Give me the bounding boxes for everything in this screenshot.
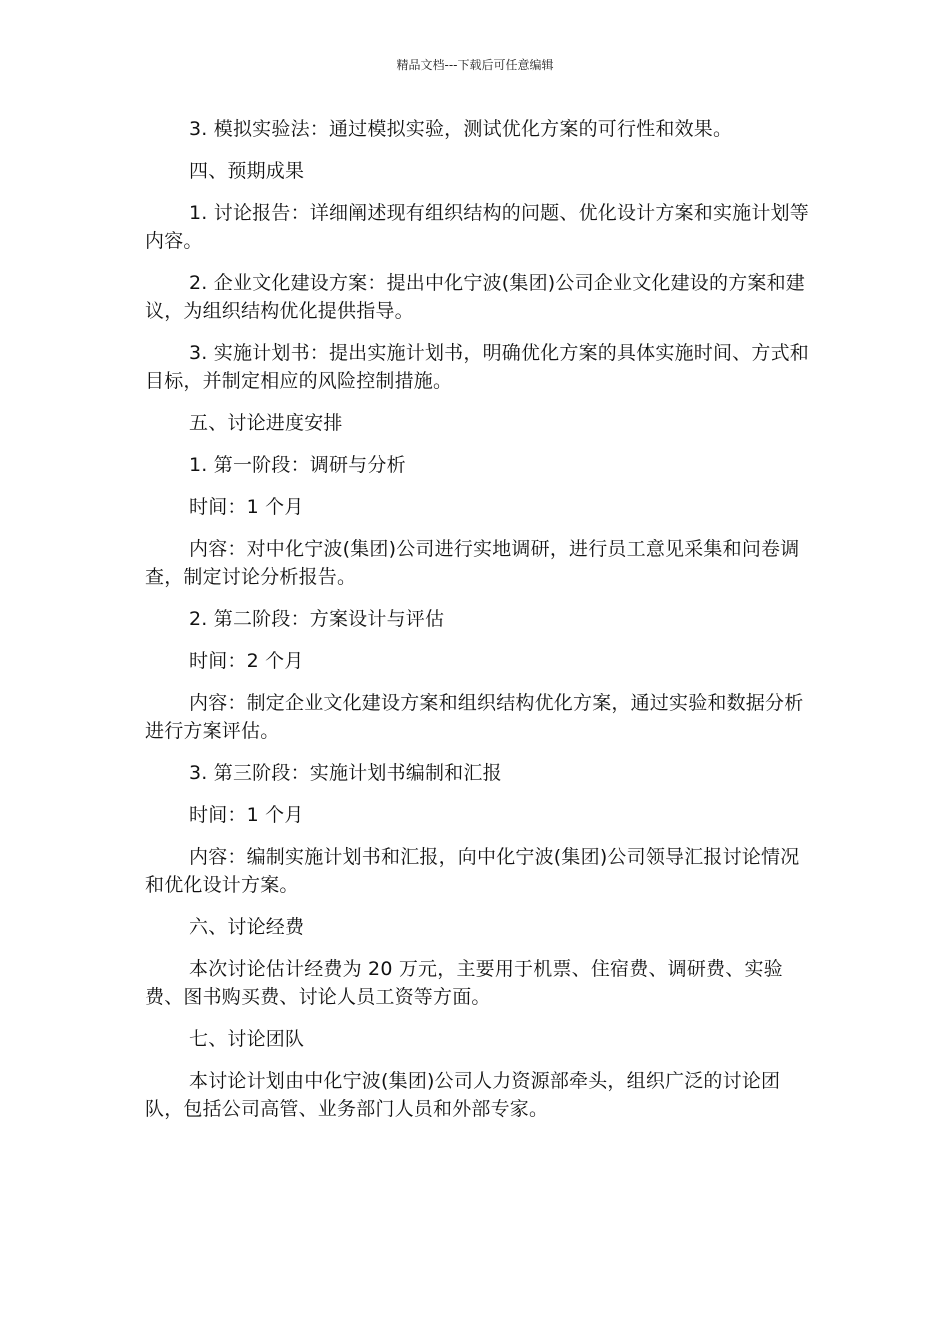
- paragraph: 2. 第二阶段：方案设计与评估: [189, 608, 445, 630]
- paragraph: 1. 第一阶段：调研与分析: [189, 454, 406, 476]
- paragraph: 3. 实施计划书：提出实施计划书，明确优化方案的具体实施时间、方式和目标，并制定相应的风险控制措施。: [145, 342, 809, 392]
- section-heading: 五、讨论进度安排: [189, 412, 343, 434]
- paragraph: 3. 模拟实验法：通过模拟实验，测试优化方案的可行性和效果。: [189, 118, 733, 140]
- section-heading: 四、预期成果: [189, 160, 305, 182]
- paragraph: 内容：对中化宁波(集团)公司进行实地调研，进行员工意见采集和问卷调查，制定讨论分析报告。: [145, 538, 800, 588]
- paragraph: 本讨论计划由中化宁波(集团)公司人力资源部牵头，组织广泛的讨论团队，包括公司高管、业务部门人员和外部专家。: [145, 1070, 781, 1120]
- section-heading: 七、讨论团队: [189, 1028, 305, 1050]
- paragraph: 时间：1 个月: [189, 804, 304, 826]
- paragraph: 时间：2 个月: [189, 650, 304, 672]
- paragraph: 3. 第三阶段：实施计划书编制和汇报: [189, 762, 502, 784]
- document-body: [145, 115, 810, 1137]
- paragraph: 内容：制定企业文化建设方案和组织结构优化方案，通过实验和数据分析进行方案评估。: [145, 692, 804, 742]
- paragraph: 1. 讨论报告：详细阐述现有组织结构的问题、优化设计方案和实施计划等内容。: [145, 202, 809, 252]
- paragraph: 时间：1 个月: [189, 496, 304, 518]
- section-heading: 六、讨论经费: [189, 916, 305, 938]
- paragraph: 本次讨论估计经费为 20 万元，主要用于机票、住宿费、调研费、实验费、图书购买费、讨论人员工资等方面。: [145, 958, 783, 1008]
- page-header: 精品文档---下载后可任意编辑: [396, 58, 554, 72]
- paragraph: 2. 企业文化建设方案：提出中化宁波(集团)公司企业文化建设的方案和建议，为组织结构优化提供指导。: [145, 272, 805, 322]
- paragraph: 内容：编制实施计划书和汇报，向中化宁波(集团)公司领导汇报讨论情况和优化设计方案。: [145, 846, 800, 896]
